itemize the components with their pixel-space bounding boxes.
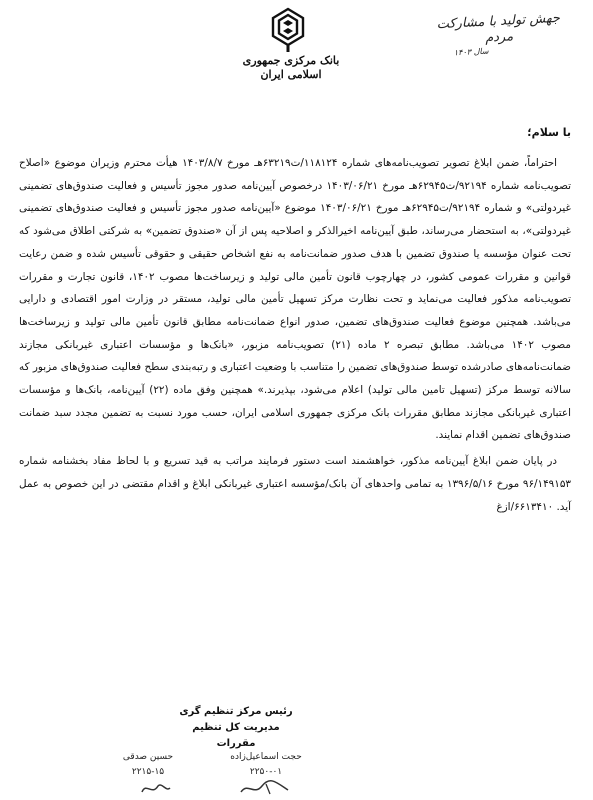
signature-2-name: حسین صدقی bbox=[122, 752, 174, 762]
signature-1 bbox=[208, 750, 324, 780]
handwritten-signature-1 bbox=[236, 778, 296, 798]
slogan-text: جهش تولید با مشارکت مردم bbox=[436, 10, 561, 46]
paragraph-2: در پایان ضمن ابلاغ آیین‌نامه مذکور، خواهشمند است دستور فرمایند مراتب به قید تسریع و با لحاظ مفاد بخشنامه شماره ۹۶/۱۴۹۱۵۳ مورخ ۱۳۹۶/۵/۱۶ به تمامی واحدهای آن بانک/مؤسسه اعتباری غیربانکی ابلاغ و اقدام مقتضی در این خصوص به عمل آید. ۶۶۱۳۴۱۰/ازغ bbox=[19, 455, 572, 513]
signatory-department: مدیریت کل تنظیم مقررات bbox=[192, 722, 280, 749]
slogan bbox=[428, 10, 570, 59]
slogan-year: سال ۱۴۰۳ bbox=[453, 46, 489, 58]
handwritten-signature-2 bbox=[136, 780, 176, 798]
bank-name: بانک مرکزی جمهوری اسلامی ایران bbox=[242, 54, 340, 81]
letter-body bbox=[19, 152, 571, 518]
signature-1-extension: ۲۲۵۰-۰۱ bbox=[249, 767, 283, 777]
signatory-title: رئیس مرکز تنظیم گری bbox=[179, 706, 293, 717]
paragraph-1: احتراماً، ضمن ابلاغ تصویر تصویب‌نامه‌های شماره ۱۱۸۱۲۴/ت۶۳۲۱۹هـ مورخ ۱۴۰۳/۸/۷ هیأت محترم وزیران موضوع «اصلاح تصویب‌نامه شماره ۹۲۱۹۴/ت۶۲۹۴۵هـ مورخ ۱۴۰۳/۰۶/۲۱ درخصوص آیین‌نامه صدور مجوز تأسیس و فعالیت صندوق‌های تضمینی غیردولتی» و شماره ۹۲۱۹۴/ت۶۲۹۴۵هـ مورخ ۱۴۰۳/۰۶/۲۱ موضوع «آیین‌نامه صدور مجوز تأسیس و فعالیت صندوق‌های تضمینی غیردولتی»، به استحضار می‌رساند، طبق آیین‌نامه اخیرالذکر و اصلاحیه پس از آن «صندوق تضمین» به شرکتی اطلاق می‌شود که تحت عنوان مؤسسه یا صندوق تضمین با هدف صدور ضمانت‌نامه به نفع اشخاص حقیقی و حقوقی تأسیس شده و ضمن رعایت قوانین و مقررات عمومی کشور، در چهارچوب قانون تأمین مالی تولید و زیرساخت‌ها مصوب ۱۴۰۲، قانون تجارت و مقررات تصویب‌نامه مذکور فعالیت می‌نماید و تحت نظارت مرکز تسهیل تأمین مالی تولید، مستقر در وزارت امور اقتصادی و دارایی می‌باشد. همچنین موضوع فعالیت صندوق‌های تضمین، صدور انواع ضمانت‌نامه مطابق قانون تأمین مالی تولید و زیرساخت‌ها مصوب ۱۴۰۲ می‌باشد. مطابق تبصره ۲ ماده (۲۱) تصویب‌نامه مزبور، «بانک‌ها و مؤسسات اعتباری غیربانکی مجازند ضمانت‌نامه‌های صادرشده توسط صندوق‌های تضمین را متناسب با وضعیت اعتباری و رتبه‌بندی سطح فعالیت صندوق‌های مزبور که سالانه توسط مرکز (تسهیل تامین مالی تولید) اعلام می‌شود، بپذیرند.» همچنین وفق ماده (۲۲) آیین‌نامه، بانک‌ها و مؤسسات اعتباری غیربانکی مجازند مطابق مقررات بانک مرکزی جمهوری اسلامی ایران، حسب مورد نسبت به تضمین مجدد سبد ضمانت صندوق‌های تضمین اقدام نمایند. bbox=[19, 157, 571, 442]
signature-2-extension: ۲۲۱۵-۱۵ bbox=[131, 767, 165, 777]
signature-block bbox=[176, 704, 296, 752]
greeting: با سلام؛ bbox=[527, 126, 571, 139]
central-bank-logo-icon bbox=[270, 6, 306, 54]
signature-1-name: حجت اسماعیل‌زاده bbox=[230, 752, 302, 762]
signature-2 bbox=[106, 750, 190, 780]
